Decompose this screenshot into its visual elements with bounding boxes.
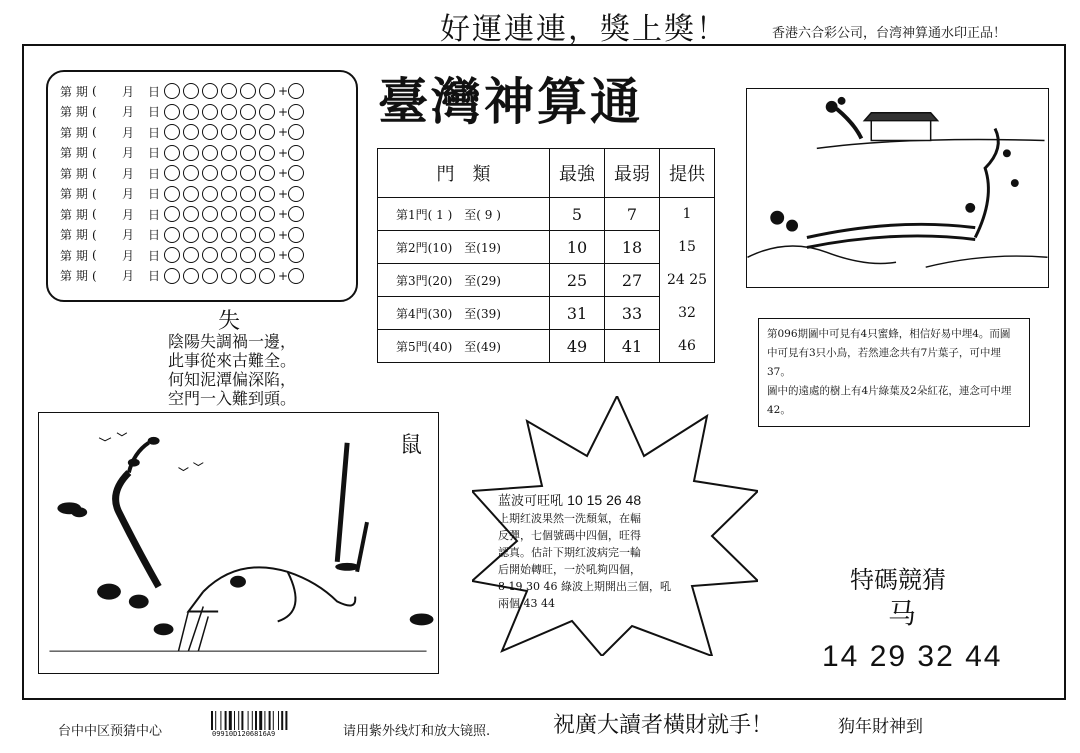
record-month-label: 月 bbox=[121, 207, 134, 222]
record-day-label: 日 bbox=[147, 125, 160, 140]
poem-line: 何知泥潭偏深陷， bbox=[168, 370, 297, 389]
row-provide: 1 bbox=[660, 198, 715, 231]
starburst-headline bbox=[498, 492, 728, 510]
record-period-label: 第 期 bbox=[60, 269, 88, 284]
number-circle bbox=[221, 124, 237, 140]
row-strong: 49 bbox=[550, 330, 605, 363]
barcode-bar bbox=[273, 711, 274, 730]
record-day-label: 日 bbox=[147, 146, 160, 161]
starburst-text bbox=[498, 492, 728, 612]
number-circle bbox=[183, 145, 199, 161]
barcode-bar bbox=[215, 711, 216, 730]
number-circle bbox=[183, 124, 199, 140]
barcode-text: 09910D1206816A9 bbox=[212, 730, 276, 738]
number-circle bbox=[164, 227, 180, 243]
starburst-line: 上期红波果然一洗頹氣，在輻 bbox=[498, 512, 641, 525]
number-circle bbox=[221, 165, 237, 181]
rat-picture bbox=[38, 412, 439, 674]
record-row bbox=[60, 204, 356, 225]
row-category: 第1門( 1 ) 至( 9 ) bbox=[378, 198, 550, 231]
footer-right: 狗年財神到 bbox=[838, 717, 923, 737]
number-circle bbox=[183, 186, 199, 202]
record-day-label: 日 bbox=[147, 228, 160, 243]
number-circle bbox=[240, 165, 256, 181]
number-circle bbox=[240, 206, 256, 222]
landscape-picture bbox=[746, 88, 1049, 288]
number-circle bbox=[202, 268, 218, 284]
number-circle bbox=[164, 83, 180, 99]
number-circle bbox=[183, 206, 199, 222]
table-row bbox=[378, 231, 715, 264]
row-provide: 15 bbox=[660, 231, 715, 264]
number-circle bbox=[240, 186, 256, 202]
record-period-label: 第 期 bbox=[60, 207, 88, 222]
special-number-circle bbox=[288, 247, 304, 263]
poem bbox=[168, 332, 296, 408]
record-row bbox=[60, 245, 356, 266]
special-number-circle bbox=[288, 227, 304, 243]
plus-sign: + bbox=[278, 186, 289, 201]
number-circle bbox=[259, 206, 275, 222]
row-category: 第3門(20) 至(29) bbox=[378, 264, 550, 297]
number-circle bbox=[164, 268, 180, 284]
record-bracket: ( bbox=[92, 125, 97, 140]
number-circle bbox=[259, 165, 275, 181]
record-row bbox=[60, 163, 356, 184]
number-circle bbox=[240, 247, 256, 263]
barcode-bar bbox=[225, 711, 227, 730]
record-month-label: 月 bbox=[121, 105, 134, 120]
number-circle bbox=[202, 227, 218, 243]
record-row bbox=[60, 122, 356, 143]
record-row bbox=[60, 102, 356, 123]
plus-sign: + bbox=[278, 104, 289, 119]
row-provide: 32 bbox=[660, 297, 715, 330]
record-row bbox=[60, 184, 356, 205]
record-row bbox=[60, 81, 356, 102]
barcode-bar bbox=[252, 711, 253, 730]
row-weak: 33 bbox=[605, 297, 660, 330]
number-circle bbox=[259, 227, 275, 243]
header-provide: 提供 bbox=[660, 149, 715, 198]
row-category: 第5門(40) 至(49) bbox=[378, 330, 550, 363]
table-row bbox=[378, 297, 715, 330]
plus-sign: + bbox=[278, 84, 289, 99]
number-circle bbox=[164, 104, 180, 120]
barcode-bar bbox=[248, 711, 249, 730]
number-circle bbox=[202, 104, 218, 120]
record-period-label: 第 期 bbox=[60, 228, 88, 243]
number-circle bbox=[183, 104, 199, 120]
number-circle bbox=[259, 186, 275, 202]
number-circle bbox=[221, 227, 237, 243]
number-circle bbox=[164, 206, 180, 222]
record-bracket: ( bbox=[92, 104, 97, 119]
table-header-row bbox=[378, 149, 715, 198]
number-circle bbox=[202, 247, 218, 263]
special-number-circle bbox=[288, 186, 304, 202]
top-note: 香港六合彩公司，台湾神算通水印正品！ bbox=[772, 26, 1007, 41]
barcode-bar bbox=[234, 711, 235, 730]
row-category: 第2門(10) 至(19) bbox=[378, 231, 550, 264]
number-circle bbox=[202, 186, 218, 202]
prediction-table bbox=[377, 148, 715, 363]
plus-sign: + bbox=[278, 248, 289, 263]
number-circle bbox=[202, 124, 218, 140]
record-bracket: ( bbox=[92, 268, 97, 283]
special-number-circle bbox=[288, 83, 304, 99]
record-month-label: 月 bbox=[121, 125, 134, 140]
number-circle bbox=[183, 247, 199, 263]
starburst-head-text: 蓝波可旺吼 bbox=[498, 494, 564, 509]
number-circle bbox=[240, 124, 256, 140]
record-bracket: ( bbox=[92, 186, 97, 201]
number-circle bbox=[259, 268, 275, 284]
record-period-label: 第 期 bbox=[60, 248, 88, 263]
guess-title: 特碼競猜 bbox=[850, 566, 946, 594]
record-period-label: 第 期 bbox=[60, 125, 88, 140]
number-circle bbox=[183, 268, 199, 284]
special-number-circle bbox=[288, 145, 304, 161]
number-circle bbox=[221, 268, 237, 284]
starburst-line: 反彈，七個號碼中四個，旺得 bbox=[498, 529, 641, 542]
starburst-line: 認真。估計下期红波病完一輪 bbox=[498, 546, 641, 559]
number-circle bbox=[221, 104, 237, 120]
row-weak: 27 bbox=[605, 264, 660, 297]
row-weak: 7 bbox=[605, 198, 660, 231]
number-circle bbox=[221, 186, 237, 202]
record-day-label: 日 bbox=[147, 207, 160, 222]
number-circle bbox=[259, 247, 275, 263]
record-bracket: ( bbox=[92, 166, 97, 181]
record-box bbox=[46, 70, 358, 302]
row-weak: 41 bbox=[605, 330, 660, 363]
number-circle bbox=[240, 227, 256, 243]
row-strong: 31 bbox=[550, 297, 605, 330]
number-circle bbox=[202, 206, 218, 222]
poem-line: 陰陽失調禍一邊， bbox=[168, 332, 297, 351]
starburst-line: 后開始轉旺，一於吼夠四個， bbox=[498, 563, 641, 576]
number-circle bbox=[164, 165, 180, 181]
page-title: 臺灣神算通 bbox=[378, 72, 643, 131]
record-month-label: 月 bbox=[121, 228, 134, 243]
record-bracket: ( bbox=[92, 248, 97, 263]
barcode-bar bbox=[281, 711, 283, 730]
row-strong: 5 bbox=[550, 198, 605, 231]
table-row bbox=[378, 198, 715, 231]
special-number-circle bbox=[288, 165, 304, 181]
poem-line: 此事從來古難全。 bbox=[168, 351, 297, 370]
record-bracket: ( bbox=[92, 145, 97, 160]
number-circle bbox=[221, 145, 237, 161]
number-circle bbox=[202, 165, 218, 181]
row-weak: 18 bbox=[605, 231, 660, 264]
record-month-label: 月 bbox=[121, 269, 134, 284]
record-period-label: 第 期 bbox=[60, 166, 88, 181]
guess-zodiac: 马 bbox=[888, 597, 917, 630]
record-bracket: ( bbox=[92, 227, 97, 242]
poem-line: 空門一入難到頭。 bbox=[168, 389, 297, 408]
number-circle bbox=[164, 247, 180, 263]
barcode-bar bbox=[269, 711, 271, 730]
number-circle bbox=[240, 104, 256, 120]
number-circle bbox=[259, 145, 275, 161]
footer-mid: 请用紫外线灯和放大镜照. bbox=[343, 724, 491, 739]
number-circle bbox=[240, 83, 256, 99]
table-row bbox=[378, 330, 715, 363]
top-slogan: 好運連連，獎上獎！ bbox=[440, 12, 728, 47]
plus-sign: + bbox=[278, 207, 289, 222]
barcode-bar bbox=[259, 711, 262, 730]
record-period-label: 第 期 bbox=[60, 105, 88, 120]
barcode-bar bbox=[278, 711, 279, 730]
plus-sign: + bbox=[278, 125, 289, 140]
number-circle bbox=[183, 165, 199, 181]
special-number-circle bbox=[288, 124, 304, 140]
barcode-bar bbox=[241, 711, 243, 730]
number-circle bbox=[259, 83, 275, 99]
record-day-label: 日 bbox=[147, 105, 160, 120]
footer-wish: 祝廣大讀者橫財就手！ bbox=[553, 713, 774, 738]
record-row bbox=[60, 225, 356, 246]
plus-sign: + bbox=[278, 166, 289, 181]
zodiac-label: 鼠 bbox=[400, 433, 423, 458]
number-circle bbox=[221, 83, 237, 99]
number-circle bbox=[221, 247, 237, 263]
record-period-label: 第 期 bbox=[60, 84, 88, 99]
barcode-bar bbox=[229, 711, 232, 730]
record-period-label: 第 期 bbox=[60, 146, 88, 161]
row-strong: 25 bbox=[550, 264, 605, 297]
record-day-label: 日 bbox=[147, 269, 160, 284]
number-circle bbox=[240, 145, 256, 161]
number-circle bbox=[259, 124, 275, 140]
record-day-label: 日 bbox=[147, 248, 160, 263]
clue-box bbox=[758, 318, 1030, 427]
barcode-bar bbox=[255, 711, 257, 730]
number-circle bbox=[183, 83, 199, 99]
record-row bbox=[60, 266, 356, 287]
starburst-line: 8 19 30 46 綠波上期開出三個，吼 bbox=[498, 580, 671, 593]
special-number-circle bbox=[288, 104, 304, 120]
number-circle bbox=[202, 145, 218, 161]
record-month-label: 月 bbox=[121, 187, 134, 202]
clue-line: 圖中的遠處的樹上有4片綠葉及2朵紅花，連念可中埋42。 bbox=[767, 385, 1012, 416]
barcode-bar bbox=[238, 711, 239, 730]
record-bracket: ( bbox=[92, 84, 97, 99]
number-circle bbox=[221, 206, 237, 222]
barcode-bar bbox=[285, 711, 287, 730]
special-number-circle bbox=[288, 268, 304, 284]
header-category: 門 類 bbox=[378, 149, 550, 198]
starburst-line: 兩個 43 44 bbox=[498, 597, 555, 610]
plus-sign: + bbox=[278, 145, 289, 160]
row-category: 第4門(30) 至(39) bbox=[378, 297, 550, 330]
header-weak: 最弱 bbox=[605, 149, 660, 198]
number-circle bbox=[202, 83, 218, 99]
row-provide: 46 bbox=[660, 330, 715, 363]
number-circle bbox=[259, 104, 275, 120]
poem-title: 失 bbox=[218, 309, 241, 334]
barcode-bar bbox=[220, 711, 221, 730]
table-row bbox=[378, 264, 715, 297]
barcode-bar bbox=[264, 711, 265, 730]
record-period-label: 第 期 bbox=[60, 187, 88, 202]
special-number-circle bbox=[288, 206, 304, 222]
header-strong: 最強 bbox=[550, 149, 605, 198]
row-provide: 24 25 bbox=[660, 264, 715, 297]
guess-numbers: 14 29 32 44 bbox=[822, 640, 1003, 673]
record-month-label: 月 bbox=[121, 248, 134, 263]
clue-line: 第096期圖中可見有4只蜜蜂，相信好易中埋4。而圖 bbox=[767, 328, 1011, 340]
row-strong: 10 bbox=[550, 231, 605, 264]
number-circle bbox=[183, 227, 199, 243]
record-month-label: 月 bbox=[121, 84, 134, 99]
number-circle bbox=[164, 145, 180, 161]
plus-sign: + bbox=[278, 268, 289, 283]
number-circle bbox=[240, 268, 256, 284]
record-month-label: 月 bbox=[121, 146, 134, 161]
record-month-label: 月 bbox=[121, 166, 134, 181]
record-day-label: 日 bbox=[147, 187, 160, 202]
clue-line: 中可見有3只小鳥，若然連念共有7片葉子，可中埋37。 bbox=[767, 347, 1001, 378]
record-bracket: ( bbox=[92, 207, 97, 222]
record-day-label: 日 bbox=[147, 84, 160, 99]
number-circle bbox=[164, 124, 180, 140]
footer-left: 台中中区预猜中心 bbox=[58, 724, 163, 739]
starburst-head-numbers: 10 15 26 48 bbox=[567, 492, 642, 508]
barcode-bar bbox=[211, 711, 213, 730]
number-circle bbox=[164, 186, 180, 202]
record-row bbox=[60, 143, 356, 164]
record-day-label: 日 bbox=[147, 166, 160, 181]
plus-sign: + bbox=[278, 227, 289, 242]
